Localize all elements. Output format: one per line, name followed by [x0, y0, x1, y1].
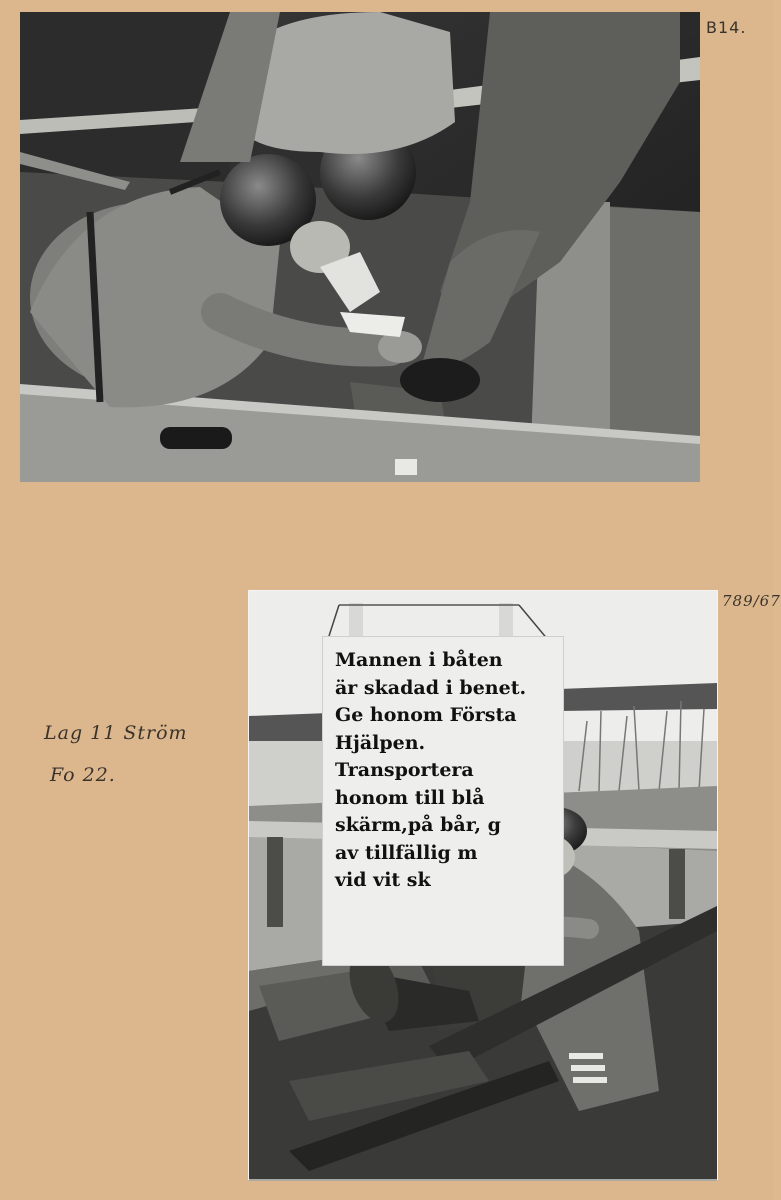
caption-team: Lag 11 Ström: [44, 722, 188, 744]
photo-code-bottom: 789/67: [722, 592, 781, 610]
sign-text: Mannen i båten är skadad i benet. Ge honom Första Hjälpen. Transportera honom till blå skärm,på bår, g av tillfällig m vid vit sk: [335, 649, 527, 891]
caption-unit: Fo 22.: [50, 764, 116, 786]
photo-first-aid-in-boat: [20, 12, 700, 482]
instruction-sign: [322, 636, 564, 966]
photo-code-top: B14.: [706, 18, 747, 37]
photo-first-aid-scene: [20, 12, 700, 482]
